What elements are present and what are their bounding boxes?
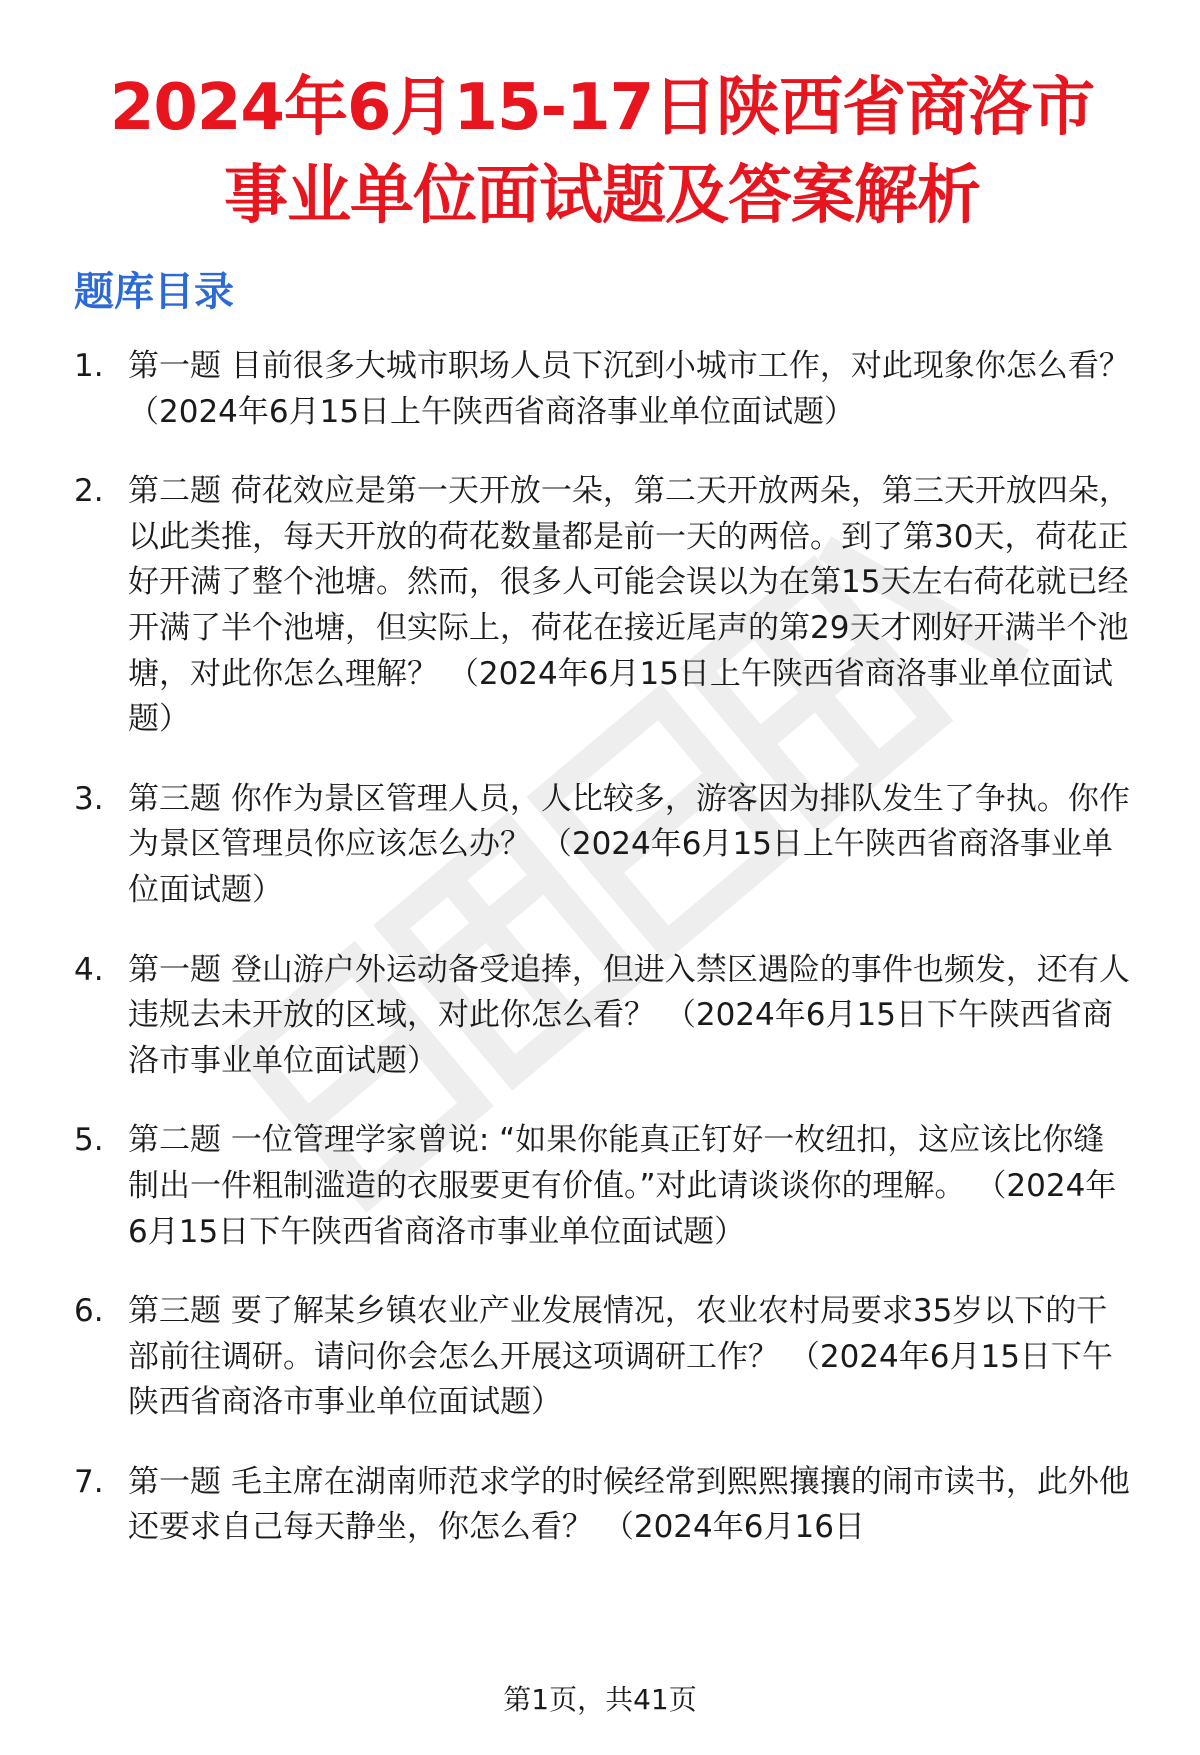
- toc-item-text: 第二题 荷花效应是第一天开放一朵，第二天开放两朵，第三天开放四朵，以此类推，每天开放的荷花数量都是前一天的两倍。到了第30天，荷花正好开满了整个池塘。然而，很多人可能会误以为在第15天左右荷花就已经开满了半个池塘，但实际上，荷花在接近尾声的第29天才刚好开满半个池塘，对此你怎么理解？ （2024年6月15日上午陕西省商洛事业单位面试题）: [128, 473, 1130, 738]
- toc-item-number: 2.: [74, 473, 104, 510]
- toc-item-number: 4.: [74, 951, 104, 988]
- toc-item-3: [74, 777, 1130, 914]
- toc-item-number: 7.: [74, 1463, 104, 1500]
- toc-item-4: [74, 948, 1130, 1085]
- toc-item-text: 第一题 毛主席在湖南师范求学的时候经常到熙熙攘攘的闹市读书，此外他还要求自己每天静坐，你怎么看？ （2024年6月16日: [128, 1463, 1130, 1546]
- toc-list: [74, 344, 1130, 1551]
- toc-item-text: 第三题 要了解某乡镇农业产业发展情况，农业农村局要求35岁以下的干部前往调研。请问你会怎么开展这项调研工作？ （2024年6月15日下午陕西省商洛市事业单位面试题）: [128, 1293, 1113, 1421]
- title-line-2: 事业单位面试题及答案解析: [224, 159, 980, 233]
- toc-item-6: [74, 1289, 1130, 1426]
- toc-item-number: 5.: [74, 1122, 104, 1159]
- toc-item-1: [74, 344, 1130, 435]
- page-footer: 第1页，共41页: [503, 1683, 697, 1716]
- toc-item-number: 6.: [74, 1293, 104, 1330]
- toc-item-text: 第一题 目前很多大城市职场人员下沉到小城市工作，对此现象你怎么看？ （2024年6月15日上午陕西省商洛事业单位面试题）: [128, 348, 1130, 430]
- toc-item-text: 第一题 登山游户外运动备受追捧，但进入禁区遇险的事件也频发，还有人违规去未开放的区域，对此你怎么看？ （2024年6月15日下午陕西省商洛市事业单位面试题）: [128, 951, 1130, 1079]
- toc-heading: 题库目录: [74, 269, 234, 315]
- toc-item-5: [74, 1118, 1130, 1255]
- toc-item-number: 1.: [74, 348, 104, 384]
- document-title: [74, 0, 1130, 240]
- toc-item-number: 3.: [74, 780, 104, 817]
- toc-item-2: [74, 469, 1130, 743]
- title-line-1: 2024年6月15-17日陕西省商洛市: [109, 71, 1095, 145]
- toc-item-text: 第三题 你作为景区管理人员，人比较多，游客因为排队发生了争执。你作为景区管理员你应该怎么办？ （2024年6月15日上午陕西省商洛事业单位面试题）: [128, 780, 1130, 908]
- toc-item-text: 第二题 一位管理学家曾说: “如果你能真正钉好一枚纽扣，这应该比你缝制出一件粗制滥造的衣服要更有价值。”对此请谈谈你的理解。 （2024年6月15日下午陕西省商洛市事业单位面试题）: [128, 1122, 1117, 1250]
- toc-item-7: [74, 1460, 1130, 1551]
